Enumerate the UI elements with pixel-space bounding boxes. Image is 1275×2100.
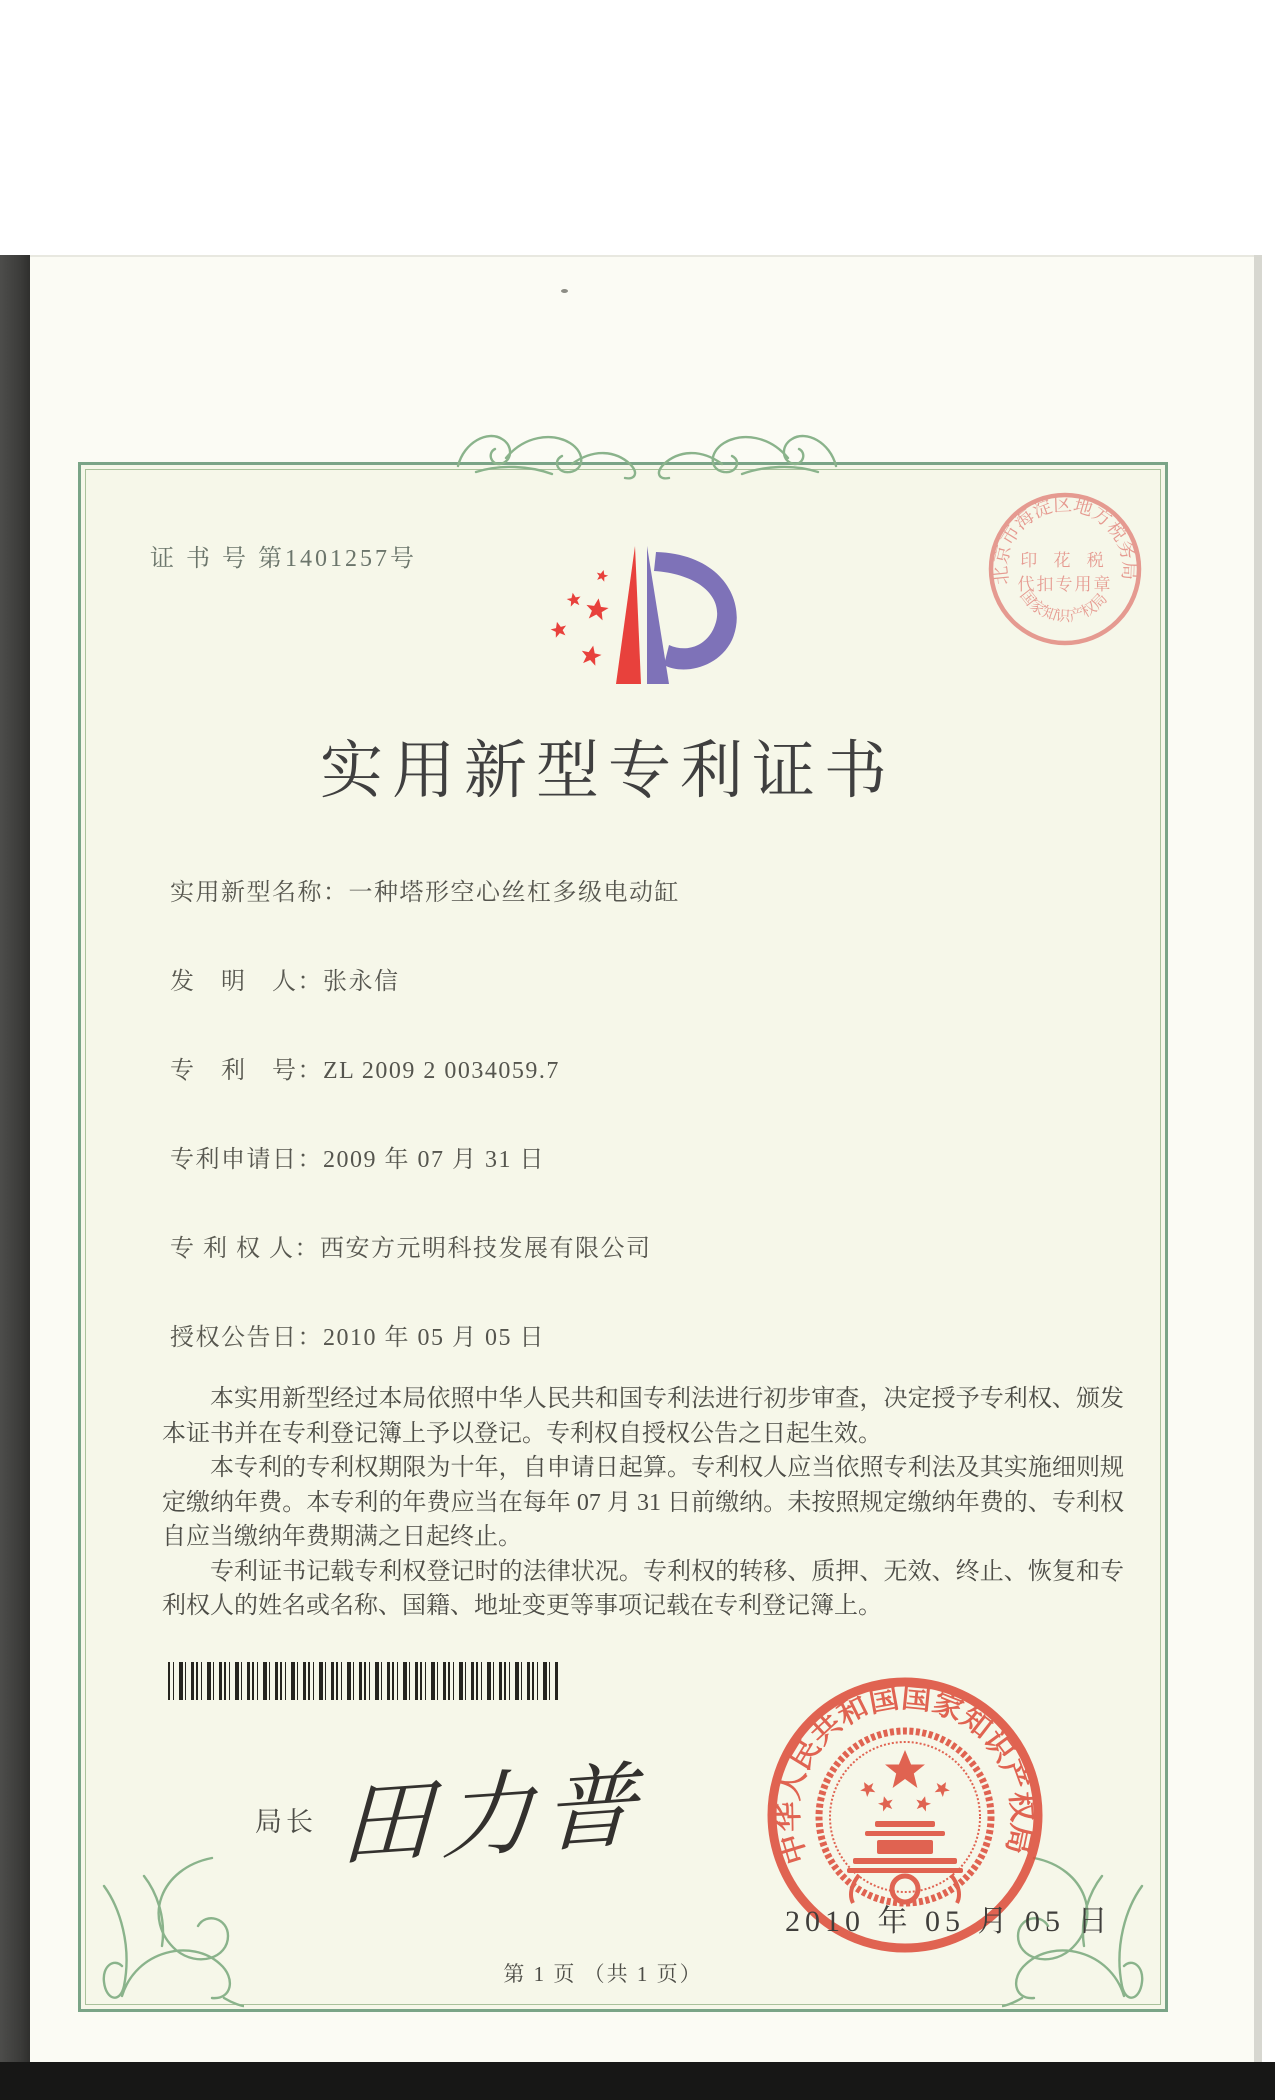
field-value: ZL 2009 2 0034059.7 [323, 1058, 560, 1084]
page-number: 第 1 页 （共 1 页） [503, 1962, 703, 1986]
legal-paragraph: 本实用新型经过本局依照中华人民共和国专利法进行初步审查，决定授予专利权、颁发本证书并在专利登记簿上予以登记。专利权自授权公告之日起生效。 [162, 1386, 1124, 1447]
scan-right-edge [1254, 255, 1262, 2062]
field-value: 一种塔形空心丝杠多级电动缸 [348, 880, 680, 906]
seal-date: 2010 年 05 月 05 日 [785, 1905, 1113, 1938]
top-center-ornament-right [652, 420, 842, 480]
field-label: 专 利 权 人： [170, 1236, 320, 1262]
field-row-grant-date [170, 1317, 1070, 1352]
top-center-ornament-left [452, 420, 642, 480]
stamp-arc-top-text: 北京市海淀区地方税务局 [990, 494, 1140, 586]
field-row-patent-number [170, 1050, 1070, 1085]
legal-text-block [162, 1382, 1124, 1624]
seal-ring-text: 中华人民共和国国家知识产权局 [773, 1682, 1037, 1868]
field-row-filing-date [170, 1139, 1070, 1174]
scan-speck [561, 289, 568, 293]
certificate-number: 证 书 号 第1401257号 [150, 546, 417, 572]
field-value: 西安方元明科技发展有限公司 [320, 1236, 652, 1262]
legal-paragraph: 专利证书记载专利权登记时的法律状况。专利权的转移、质押、无效、终止、恢复和专利权人的姓名或名称、国籍、地址变更等事项记载在专利登记簿上。 [162, 1558, 1124, 1619]
field-label: 专 利 号： [170, 1058, 323, 1084]
field-label: 实用新型名称： [170, 880, 349, 906]
scan-left-edge [0, 255, 30, 2100]
scan-bottom-edge [0, 2062, 1275, 2100]
stamp-center-line2: 代扣专用章 [1017, 575, 1113, 594]
director-role-label: 局长 [255, 1807, 317, 1837]
field-label: 发 明 人： [170, 969, 323, 995]
field-row-patentee [170, 1228, 1070, 1263]
field-value: 2010 年 05 月 05 日 [323, 1325, 545, 1351]
director-signature: 田力普 [338, 1754, 648, 1878]
stamp-arc-bottom-text: 国家知识产权局 [1016, 587, 1111, 626]
field-label: 授权公告日： [170, 1325, 323, 1351]
svg-text:北京市海淀区地方税务局 [989, 494, 1139, 586]
stamp-duty-seal-icon [985, 489, 1145, 649]
certificate-title: 实用新型专利证书 [320, 736, 896, 806]
barcode [168, 1662, 560, 1700]
field-row-utility-model-name [170, 872, 1070, 907]
field-value: 2009 年 07 月 31 日 [323, 1147, 545, 1173]
cnipa-patent-logo-icon [528, 512, 790, 708]
field-value: 张永信 [323, 969, 400, 995]
legal-paragraph: 本专利的专利权期限为十年，自申请日起算。专利权人应当依照专利法及其实施细则规定缴纳年费。本专利的年费应当在每年 07 月 31 日前缴纳。未按照规定缴纳年费的、专利权自应当缴纳年费期满之日起终止。 [162, 1455, 1124, 1550]
corner-ornament-bottom-left [84, 1846, 244, 2016]
field-label: 专利申请日： [170, 1147, 323, 1173]
national-emblem-icon [819, 1731, 991, 1903]
stamp-center-line1: 印 花 税 [1020, 551, 1110, 570]
field-row-inventor [170, 961, 1070, 996]
